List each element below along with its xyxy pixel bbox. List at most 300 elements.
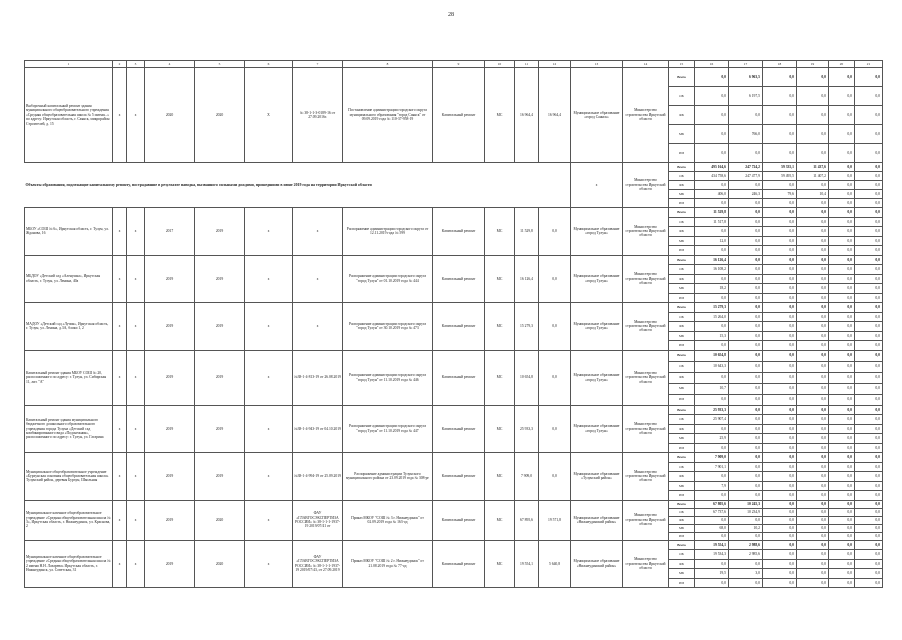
amount-cell: 0,0	[763, 303, 797, 313]
column-number: 7	[293, 61, 343, 68]
amount-cell: 0,0	[763, 540, 797, 550]
object-col-4: 2019	[145, 303, 195, 351]
object-col-8: Постановление администрации городского округа муниципального образования "город Саянск" от 09.09.2019 года № 110-37-958-19	[343, 68, 433, 163]
amount-cell: 0,0	[797, 405, 829, 415]
amount-cell: 0,0	[829, 217, 855, 227]
object-col-4: 2017	[145, 208, 195, 256]
budget-source-label: ОБ	[669, 172, 695, 181]
amount-cell: 0,0	[797, 284, 829, 294]
amount-cell: 0,0	[729, 106, 763, 125]
amount-cell: 0,0	[855, 68, 883, 87]
object-col-3: x	[127, 453, 145, 501]
amount-cell: 0,0	[695, 559, 729, 569]
amount-cell: 406,0	[695, 190, 729, 199]
column-number: 14	[623, 61, 669, 68]
amount-cell: 0,0	[695, 322, 729, 332]
object-col-6: x	[245, 405, 293, 453]
budget-source-label: ИИ	[669, 394, 695, 405]
object-name: МАДОУ «Детский сад «Лучик», Иркутская область, г. Тулун, ул. Ленина, д.3А, блоки 1, 2	[25, 303, 113, 351]
amount-cell: 0,0	[797, 303, 829, 313]
budget-source-label: Всего	[669, 405, 695, 415]
amount-cell: 0,0	[855, 491, 883, 501]
column-number: 9	[433, 61, 485, 68]
amount-cell: 0,0	[729, 405, 763, 415]
amount-cell: 67 805,6	[695, 500, 729, 508]
amount-cell: 0,0	[829, 303, 855, 313]
object-col-12: 5 640,8	[539, 540, 571, 588]
object-col-13: Муниципальное образование «город Саянск»	[571, 68, 623, 163]
section-title: Объекты образования, подлежащие капитальному ремонту, пострадавшие в результате паводка, вызванного сильными дождями, прошедшими в июне 2019 года на территории Иркутской области	[25, 163, 571, 208]
object-col-3: x	[127, 255, 145, 303]
object-col-5: 2019	[195, 350, 245, 405]
amount-cell: 0,0	[797, 434, 829, 444]
budget-source-label: ИИ	[669, 578, 695, 588]
amount-cell: 0,0	[855, 125, 883, 144]
budget-source-label: ИИ	[669, 144, 695, 163]
budget-source-label: МБ	[669, 284, 695, 294]
amount-cell: 0,0	[829, 350, 855, 361]
amount-cell: 0,0	[855, 199, 883, 208]
amount-cell: 68,0	[695, 524, 729, 532]
object-col-11: 7 909,0	[515, 453, 539, 501]
amount-cell: 0,0	[855, 372, 883, 383]
object-col-12: 19 571,8	[539, 500, 571, 540]
budget-source-label: Всего	[669, 500, 695, 508]
amount-cell: 0,0	[855, 190, 883, 199]
amount-cell: 0,0	[695, 87, 729, 106]
amount-cell: 0,0	[829, 550, 855, 560]
amount-cell: 0,0	[855, 274, 883, 284]
object-row	[25, 350, 883, 361]
amount-cell: 0,0	[855, 569, 883, 579]
amount-cell: 0,0	[855, 87, 883, 106]
amount-cell: 0,0	[729, 144, 763, 163]
budget-source-label: ОБ	[669, 508, 695, 516]
object-col-6: x	[245, 255, 293, 303]
amount-cell: 0,0	[855, 434, 883, 444]
column-number: 10	[485, 61, 515, 68]
amount-cell: 0,0	[763, 491, 797, 501]
object-col-7: x	[293, 255, 343, 303]
amount-cell: 0,0	[829, 227, 855, 237]
budget-source-label: ИИ	[669, 293, 695, 303]
amount-cell: 0,0	[763, 524, 797, 532]
amount-cell: 0,0	[695, 516, 729, 524]
object-col-9: Капитальный ремонт	[433, 453, 485, 501]
column-number: 12	[539, 61, 571, 68]
object-col-4: 2019	[145, 405, 195, 453]
column-number: 15	[669, 61, 695, 68]
amount-cell: 0,0	[855, 341, 883, 351]
object-col-13: Муниципальное образование «город Тулун»	[571, 208, 623, 256]
amount-cell: 0,0	[763, 181, 797, 190]
amount-cell: 0,0	[797, 462, 829, 472]
amount-cell: 15,3	[695, 331, 729, 341]
amount-cell: 0,0	[855, 578, 883, 588]
amount-cell: 0,0	[829, 312, 855, 322]
amount-cell: 0,0	[797, 481, 829, 491]
object-col-11: 25 933,3	[515, 405, 539, 453]
amount-cell: 0,0	[855, 361, 883, 372]
column-number: 8	[343, 61, 433, 68]
amount-cell: 0,0	[855, 516, 883, 524]
amount-cell: 0,0	[763, 331, 797, 341]
amount-cell: 0,0	[797, 331, 829, 341]
object-col-5: 2019	[195, 255, 245, 303]
amount-cell: 0,0	[797, 532, 829, 540]
amount-cell: 11 529,8	[695, 208, 729, 218]
budget-source-label: Всего	[669, 540, 695, 550]
amount-cell: 0,0	[829, 508, 855, 516]
amount-cell: 0,0	[729, 341, 763, 351]
amount-cell: 67 737,6	[695, 508, 729, 516]
amount-cell: 0,0	[729, 491, 763, 501]
amount-cell: 16 108,2	[695, 265, 729, 275]
amount-cell: 0,0	[695, 443, 729, 453]
amount-cell: 0,0	[763, 434, 797, 444]
object-row	[25, 540, 883, 550]
amount-cell: 0,0	[729, 559, 763, 569]
object-col-11: 15 279,3	[515, 303, 539, 351]
amount-cell: 10 643,3	[695, 361, 729, 372]
amount-cell: 0,0	[855, 163, 883, 172]
amount-cell: 0,0	[829, 516, 855, 524]
amount-cell: 0,0	[729, 424, 763, 434]
amount-cell: 0,0	[797, 383, 829, 394]
amount-cell: 0,0	[763, 372, 797, 383]
amount-cell: 6 963,5	[729, 68, 763, 87]
object-name: Муниципальное казенное общеобразовательное учреждение «Средняя общеобразовательная школа № 3», Иркутская область, г. Нижнеудинск, ул. Краснова, 2	[25, 500, 113, 540]
amount-cell: 0,0	[829, 372, 855, 383]
amount-cell: 0,0	[797, 550, 829, 560]
object-col-5: 2019	[195, 405, 245, 453]
amount-cell: 0,0	[729, 434, 763, 444]
amount-cell: 25,9	[695, 434, 729, 444]
object-col-2: x	[113, 500, 127, 540]
amount-cell: 10,7	[695, 383, 729, 394]
amount-cell: 0,0	[797, 199, 829, 208]
amount-cell: 0,0	[797, 361, 829, 372]
amount-cell: 0,0	[797, 246, 829, 256]
amount-cell: 11 407,2	[797, 172, 829, 181]
column-number: 5	[195, 61, 245, 68]
object-col-14: Министерство строительства Иркутской области	[623, 350, 669, 405]
object-col-10: МС	[485, 405, 515, 453]
amount-cell: 0,0	[829, 293, 855, 303]
amount-cell: 25 933,3	[695, 405, 729, 415]
amount-cell: 0,0	[729, 322, 763, 332]
budget-source-label: МБ	[669, 331, 695, 341]
amount-cell: 11 437,6	[797, 163, 829, 172]
amount-cell: 0,0	[855, 293, 883, 303]
amount-cell: 0,0	[829, 106, 855, 125]
object-col-8: Приказ МКОУ "СОШ № 2 г. Нижнеудинск" от 21.08.2019 года № 77-од	[343, 540, 433, 588]
object-col-3: x	[127, 500, 145, 540]
amount-cell: 0,0	[829, 265, 855, 275]
object-col-8: Распоряжение администрации городского округа "город Тулун" от 11.10.2019 года № 446	[343, 350, 433, 405]
amount-cell: 0,0	[729, 293, 763, 303]
object-col-5: 2019	[195, 208, 245, 256]
amount-cell: 0,0	[797, 500, 829, 508]
amount-cell: 0,0	[855, 540, 883, 550]
object-col-11: 11 529,8	[515, 208, 539, 256]
object-col-13: Муниципальное образование «Нижнеудинский район»	[571, 540, 623, 588]
amount-cell: 0,0	[829, 559, 855, 569]
budget-source-label: ОБ	[669, 462, 695, 472]
object-col-8: Приказ МКОУ "СОШ № 3 г. Нижнеудинск" от 02.09.2019 года № 163-од	[343, 500, 433, 540]
amount-cell: 0,0	[855, 415, 883, 425]
amount-cell: 0,0	[729, 284, 763, 294]
object-col-4: 2019	[145, 540, 195, 588]
amount-cell: 0,0	[797, 443, 829, 453]
amount-cell: 0,0	[797, 144, 829, 163]
amount-cell: 0,0	[729, 181, 763, 190]
budget-source-label: ИИ	[669, 341, 695, 351]
amount-cell: 0,0	[855, 472, 883, 482]
amount-cell: 0,0	[695, 532, 729, 540]
amount-cell: 0,0	[763, 508, 797, 516]
amount-cell: 10 654,8	[695, 350, 729, 361]
amount-cell: 0,0	[829, 125, 855, 144]
object-col-12: 0,0	[539, 255, 571, 303]
amount-cell: 0,0	[729, 217, 763, 227]
amount-cell: 0,0	[829, 524, 855, 532]
budget-source-label: ФБ	[669, 274, 695, 284]
amount-cell: 0,0	[695, 424, 729, 434]
amount-cell: 79,6	[763, 190, 797, 199]
amount-cell: 0,0	[797, 453, 829, 463]
object-col-9: Капитальный ремонт	[433, 405, 485, 453]
object-row	[25, 405, 883, 415]
object-name: Капитальный ремонт здания МБОУ СОШ № 20, расположенного по адресу: г. Тулун, ул. Сибирская 11, лит. "А"	[25, 350, 113, 405]
amount-cell: 10,4	[797, 190, 829, 199]
budget-source-label: ФБ	[669, 424, 695, 434]
amount-cell: 0,0	[797, 217, 829, 227]
amount-cell: 0,0	[763, 246, 797, 256]
object-row	[25, 255, 883, 265]
object-name: Капитальный ремонт здания муниципального бюджетного дошкольного образовательного учреждения города Тулуна «Детский сад комбинированного вида «Подснежник», расположенного по адресу: г. Тулун, ул. Гагарина	[25, 405, 113, 453]
object-col-9: Капитальный ремонт	[433, 255, 485, 303]
amount-cell: 7 901,1	[695, 462, 729, 472]
amount-cell: 7 909,0	[695, 453, 729, 463]
amount-cell: 0,0	[797, 372, 829, 383]
amount-cell: 0,0	[763, 516, 797, 524]
amount-cell: 0,0	[829, 68, 855, 87]
object-col-8: Распоряжение администрации городского округа "город Тулун" от 01.10.2019 года № 444	[343, 255, 433, 303]
amount-cell: 0,0	[829, 236, 855, 246]
amount-cell: 0,0	[855, 303, 883, 313]
object-col-3: x	[127, 68, 145, 163]
object-col-2: x	[113, 303, 127, 351]
amount-cell: 0,0	[763, 125, 797, 144]
object-col-7: №38-1-4-994-19 от 25.09.2019	[293, 453, 343, 501]
amount-cell: 0,0	[729, 265, 763, 275]
amount-cell: 0,0	[695, 227, 729, 237]
object-col-3: x	[127, 303, 145, 351]
amount-cell: 0,0	[695, 181, 729, 190]
amount-cell: 2 985,6	[729, 550, 763, 560]
object-row	[25, 68, 883, 87]
amount-cell: 19 534,3	[695, 550, 729, 560]
object-col-10: МС	[485, 500, 515, 540]
object-col-8: Распоряжение администрации городского округа "город Тулун" от 30.10.2019 года № 473	[343, 303, 433, 351]
amount-cell: 0,0	[855, 424, 883, 434]
amount-cell: 16 126,4	[695, 255, 729, 265]
object-col-11: 19 554,1	[515, 540, 539, 588]
amount-cell: 0,0	[829, 246, 855, 256]
budget-source-label: ОБ	[669, 415, 695, 425]
budget-source-label: ИИ	[669, 491, 695, 501]
amount-cell: 0,0	[729, 246, 763, 256]
object-col-7: ФАУ «ГЛАВГОСЭКСПЕРТИЗА РОССИИ» № 38-1-1-1-1937-19 2019/07/43, от 27.09.2019	[293, 540, 343, 588]
amount-cell: 0,0	[855, 236, 883, 246]
amount-cell: 0,0	[763, 265, 797, 275]
amount-cell: 0,0	[797, 68, 829, 87]
amount-cell: 0,0	[829, 274, 855, 284]
amount-cell: 0,0	[829, 405, 855, 415]
object-col-5: 2019	[195, 453, 245, 501]
object-col-4: 2019	[145, 255, 195, 303]
amount-cell: 0,0	[797, 415, 829, 425]
amount-cell: 0,0	[829, 578, 855, 588]
amount-cell: 0,0	[829, 491, 855, 501]
object-col-2: x	[113, 405, 127, 453]
amount-cell: 0,0	[797, 227, 829, 237]
amount-cell: 0,0	[729, 372, 763, 383]
object-col-13: Муниципальное образование «Нижнеудинский район»	[571, 500, 623, 540]
amount-cell: 0,0	[797, 255, 829, 265]
object-col-6: X	[245, 68, 293, 163]
amount-cell: 0,0	[829, 255, 855, 265]
amount-cell: 0,0	[855, 255, 883, 265]
amount-cell: 0,0	[797, 312, 829, 322]
budget-source-label: МБ	[669, 236, 695, 246]
amount-cell: 0,0	[763, 293, 797, 303]
amount-cell: 0,0	[855, 322, 883, 332]
amount-cell: 0,0	[797, 265, 829, 275]
object-col-11: 67 895,6	[515, 500, 539, 540]
amount-cell: 0,0	[829, 284, 855, 294]
object-col-2: x	[113, 208, 127, 256]
amount-cell: 0,0	[829, 181, 855, 190]
section-row	[25, 163, 883, 172]
amount-cell: 0,0	[695, 372, 729, 383]
amount-cell: 59 335,1	[763, 163, 797, 172]
budget-source-label: МБ	[669, 481, 695, 491]
amount-cell: 0,0	[855, 208, 883, 218]
budget-source-label: ОБ	[669, 361, 695, 372]
amount-cell: 0,0	[729, 236, 763, 246]
amount-cell: 0,0	[855, 443, 883, 453]
amount-cell: 0,0	[829, 361, 855, 372]
object-col-14: Министерство строительства Иркутской области	[623, 255, 669, 303]
amount-cell: 0,0	[763, 569, 797, 579]
amount-cell: 0,0	[763, 312, 797, 322]
amount-cell: 0,0	[797, 569, 829, 579]
object-name: Муниципальное общеобразовательное учреждение «Бурхунская основная общеобразовательная школа» Тулунский район, деревня Бурхун, Школьная	[25, 453, 113, 501]
budget-source-label: Всего	[669, 255, 695, 265]
amount-cell: 0,0	[829, 341, 855, 351]
object-col-8: Распоряжение администрации городского округа "город Тулун" от 11.10.2019 года № 447	[343, 405, 433, 453]
amount-cell: 0,0	[855, 394, 883, 405]
amount-cell: 0,0	[695, 274, 729, 284]
budget-source-label: ОБ	[669, 217, 695, 227]
object-col-2: x	[113, 540, 127, 588]
amount-cell: 19,5	[695, 569, 729, 579]
amount-cell: 0,0	[855, 350, 883, 361]
amount-cell: 0,0	[695, 293, 729, 303]
object-col-9: Капитальный ремонт	[433, 540, 485, 588]
amount-cell: 0,0	[729, 516, 763, 524]
amount-cell: 0,0	[855, 181, 883, 190]
amount-cell: 0,0	[729, 462, 763, 472]
object-col-12: 0,0	[539, 350, 571, 405]
amount-cell: 0,0	[695, 106, 729, 125]
amount-cell: 0,0	[829, 87, 855, 106]
amount-cell: 766,0	[729, 125, 763, 144]
budget-source-label: Всего	[669, 350, 695, 361]
amount-cell: 0,0	[855, 500, 883, 508]
amount-cell: 0,0	[763, 383, 797, 394]
object-col-10: МС	[485, 350, 515, 405]
budget-source-label: Всего	[669, 163, 695, 172]
amount-cell: 0,0	[763, 217, 797, 227]
amount-cell: 25 907,4	[695, 415, 729, 425]
budget-table	[24, 60, 883, 588]
amount-cell: 0,0	[763, 500, 797, 508]
amount-cell: 0,0	[763, 350, 797, 361]
amount-cell: 0,0	[797, 394, 829, 405]
amount-cell: 0,0	[763, 236, 797, 246]
section-col-14: Министерство строительства Иркутской области	[623, 163, 669, 208]
amount-cell: 0,0	[797, 87, 829, 106]
budget-source-label: ОБ	[669, 550, 695, 560]
object-col-12: 0,0	[539, 208, 571, 256]
object-col-7: №38-1-4-813-19 от 26.08.2019	[293, 350, 343, 405]
amount-cell: 0,0	[763, 424, 797, 434]
object-col-12: 0,0	[539, 405, 571, 453]
amount-cell: 0,0	[695, 125, 729, 144]
object-col-12: 0,0	[539, 303, 571, 351]
amount-cell: 0,0	[829, 172, 855, 181]
object-col-14: Министерство строительства Иркутской области	[623, 500, 669, 540]
amount-cell: 0,0	[855, 462, 883, 472]
budget-source-label: ФБ	[669, 181, 695, 190]
amount-cell: 0,0	[763, 208, 797, 218]
amount-cell: 0,0	[797, 424, 829, 434]
budget-source-label: ФБ	[669, 322, 695, 332]
amount-cell: 0,0	[729, 199, 763, 208]
object-name: Выборочный капитальный ремонт здания муниципального общеобразовательного учреждения «Средняя общеобразовательная школа № 5 имени...» по адресу: Иркутская область, г. Саянск, микрорайон Строителей, д. 15	[25, 68, 113, 163]
amount-cell: 0,0	[797, 274, 829, 284]
amount-cell: 0,0	[829, 500, 855, 508]
section-col-13: x	[571, 163, 623, 208]
amount-cell: 0,0	[763, 462, 797, 472]
amount-cell: 0,0	[763, 550, 797, 560]
amount-cell: 0,0	[829, 394, 855, 405]
column-number: 20	[829, 61, 855, 68]
object-col-12: 0,0	[539, 453, 571, 501]
amount-cell: 0,0	[729, 443, 763, 453]
amount-cell: 434 758,6	[695, 172, 729, 181]
amount-cell: 0,0	[763, 274, 797, 284]
object-col-13: Муниципальное образование «Тулунский район»	[571, 453, 623, 501]
amount-cell: 0,0	[797, 472, 829, 482]
amount-cell: 0,0	[763, 532, 797, 540]
budget-source-label: ИИ	[669, 246, 695, 256]
amount-cell: 0,0	[855, 550, 883, 560]
object-col-6: x	[245, 303, 293, 351]
